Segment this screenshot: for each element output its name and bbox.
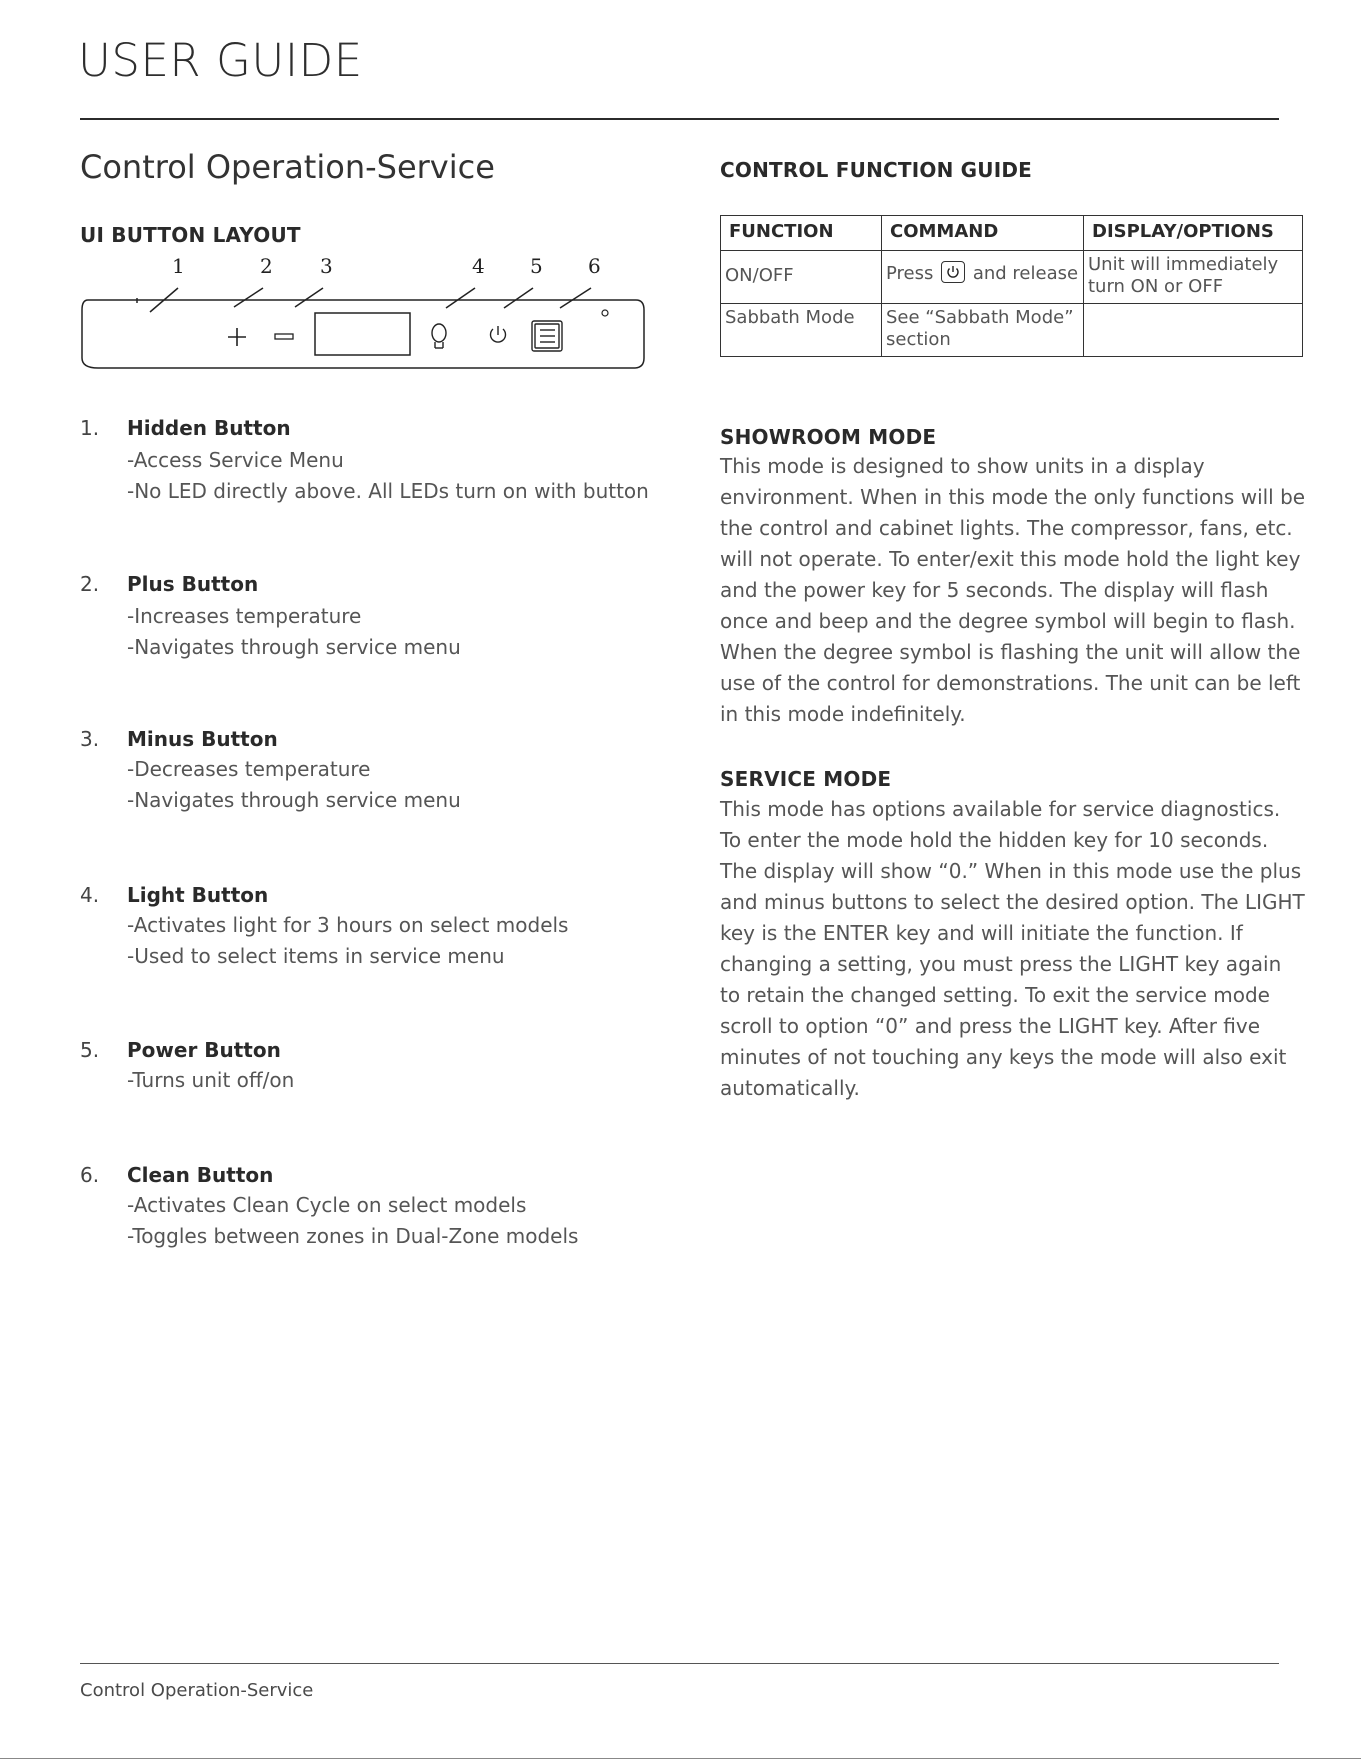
list-index: 4. bbox=[80, 883, 100, 907]
text-line: and the power key for 5 seconds. The display will flash bbox=[720, 578, 1269, 602]
button-name: Hidden Button bbox=[127, 416, 291, 440]
control-function-table bbox=[720, 215, 1303, 357]
power-icon bbox=[491, 326, 506, 342]
page-bottom-edge bbox=[0, 1758, 1361, 1759]
list-index: 5. bbox=[80, 1038, 100, 1062]
service-mode-heading: SERVICE MODE bbox=[720, 767, 892, 791]
button-description: -Toggles between zones in Dual-Zone models bbox=[127, 1224, 579, 1248]
button-name: Minus Button bbox=[127, 727, 278, 751]
text-line: once and beep and the degree symbol will begin to flash. bbox=[720, 609, 1296, 633]
cell-command bbox=[882, 304, 1084, 357]
button-name: Plus Button bbox=[127, 572, 259, 596]
button-description: -Activates Clean Cycle on select models bbox=[127, 1193, 527, 1217]
display-window bbox=[315, 313, 410, 355]
column-header-display-options: DISPLAY/OPTIONS bbox=[1084, 216, 1303, 251]
text-line: will not operate. To enter/exit this mode hold the light key bbox=[720, 547, 1301, 571]
text-line: This mode is designed to show units in a display bbox=[720, 454, 1205, 478]
power-key-icon bbox=[941, 261, 965, 283]
text-line: key is the ENTER key and will initiate the function. If bbox=[720, 921, 1243, 945]
service-mode-text bbox=[720, 794, 1305, 1104]
text-line: minutes of not touching any keys the mode will also exit bbox=[720, 1045, 1287, 1069]
table-header-row bbox=[721, 216, 1303, 251]
diagram-number-2: 2 bbox=[260, 254, 273, 278]
cell-text: Sabbath Mode bbox=[725, 307, 855, 328]
showroom-mode-text bbox=[720, 451, 1306, 730]
text-line: scroll to option “0” and press the LIGHT key. After five bbox=[720, 1014, 1261, 1038]
cell-function bbox=[721, 304, 882, 357]
minus-icon bbox=[275, 334, 293, 339]
text-line: environment. When in this mode the only functions will be bbox=[720, 485, 1306, 509]
ui-button-layout-heading: UI BUTTON LAYOUT bbox=[80, 223, 301, 247]
header-rule bbox=[80, 118, 1279, 120]
table-row bbox=[721, 304, 1303, 357]
text-line: When the degree symbol is flashing the unit will allow the bbox=[720, 640, 1301, 664]
cell-text: section bbox=[886, 329, 951, 350]
list-index: 6. bbox=[80, 1163, 100, 1187]
button-description: -No LED directly above. All LEDs turn on with button bbox=[127, 479, 649, 503]
diagram-number-6: 6 bbox=[588, 254, 601, 278]
table-row bbox=[721, 251, 1303, 304]
section-title: Control Operation-Service bbox=[80, 148, 495, 186]
footer-rule bbox=[80, 1663, 1279, 1664]
cell-function bbox=[721, 251, 882, 304]
text-line: automatically. bbox=[720, 1076, 860, 1100]
button-description: -Navigates through service menu bbox=[127, 788, 461, 812]
diagram-number-3: 3 bbox=[320, 254, 333, 278]
diagram-number-1: 1 bbox=[172, 254, 185, 278]
panel-outline bbox=[82, 300, 644, 368]
text-line: The display will show “0.” When in this mode use the plus bbox=[720, 859, 1302, 883]
cell-text: See “Sabbath Mode” bbox=[886, 307, 1074, 328]
button-description: -Used to select items in service menu bbox=[127, 944, 505, 968]
button-name: Light Button bbox=[127, 883, 269, 907]
text-line: and minus buttons to select the desired option. The LIGHT bbox=[720, 890, 1305, 914]
list-index: 2. bbox=[80, 572, 100, 596]
button-description: -Decreases temperature bbox=[127, 757, 371, 781]
cell-command-content bbox=[886, 254, 1079, 285]
button-description: -Turns unit off/on bbox=[127, 1068, 295, 1092]
text-line: to retain the changed setting. To exit the service mode bbox=[720, 983, 1270, 1007]
control-panel-diagram bbox=[80, 250, 650, 375]
cell-command bbox=[882, 251, 1084, 304]
control-function-guide-heading: CONTROL FUNCTION GUIDE bbox=[720, 158, 1033, 182]
list-index: 1. bbox=[80, 416, 100, 440]
button-description: -Navigates through service menu bbox=[127, 635, 461, 659]
cell-text: Unit will immediately bbox=[1088, 254, 1279, 275]
column-header-command: COMMAND bbox=[882, 216, 1084, 251]
button-name: Power Button bbox=[127, 1038, 281, 1062]
text-line: This mode has options available for service diagnostics. bbox=[720, 797, 1281, 821]
text-line: To enter the mode hold the hidden key for 10 seconds. bbox=[720, 828, 1269, 852]
cell-text: Press bbox=[886, 263, 934, 284]
button-description: -Access Service Menu bbox=[127, 448, 344, 472]
cell-text: turn ON or OFF bbox=[1088, 276, 1224, 297]
column-header-function: FUNCTION bbox=[721, 216, 882, 251]
led-indicator bbox=[602, 310, 608, 316]
text-line: the control and cabinet lights. The compressor, fans, etc. bbox=[720, 516, 1293, 540]
cell-text: ON/OFF bbox=[725, 265, 794, 286]
plus-icon bbox=[228, 328, 246, 346]
diagram-number-4: 4 bbox=[472, 254, 485, 278]
showroom-mode-heading: SHOWROOM MODE bbox=[720, 425, 937, 449]
cell-display bbox=[1084, 251, 1303, 304]
button-description: -Activates light for 3 hours on select models bbox=[127, 913, 569, 937]
button-description: -Increases temperature bbox=[127, 604, 362, 628]
document-title: USER GUIDE bbox=[78, 34, 363, 87]
text-line: in this mode indefinitely. bbox=[720, 702, 966, 726]
text-line: use of the control for demonstrations. The unit can be left bbox=[720, 671, 1301, 695]
diagram-number-5: 5 bbox=[530, 254, 543, 278]
text-line: changing a setting, you must press the LIGHT key again bbox=[720, 952, 1282, 976]
footer-text: Control Operation-Service bbox=[80, 1680, 314, 1701]
list-index: 3. bbox=[80, 727, 100, 751]
clean-icon bbox=[532, 321, 562, 351]
cell-display bbox=[1084, 304, 1303, 357]
cell-text: and release bbox=[972, 263, 1079, 284]
button-name: Clean Button bbox=[127, 1163, 274, 1187]
light-bulb-icon bbox=[432, 324, 446, 348]
